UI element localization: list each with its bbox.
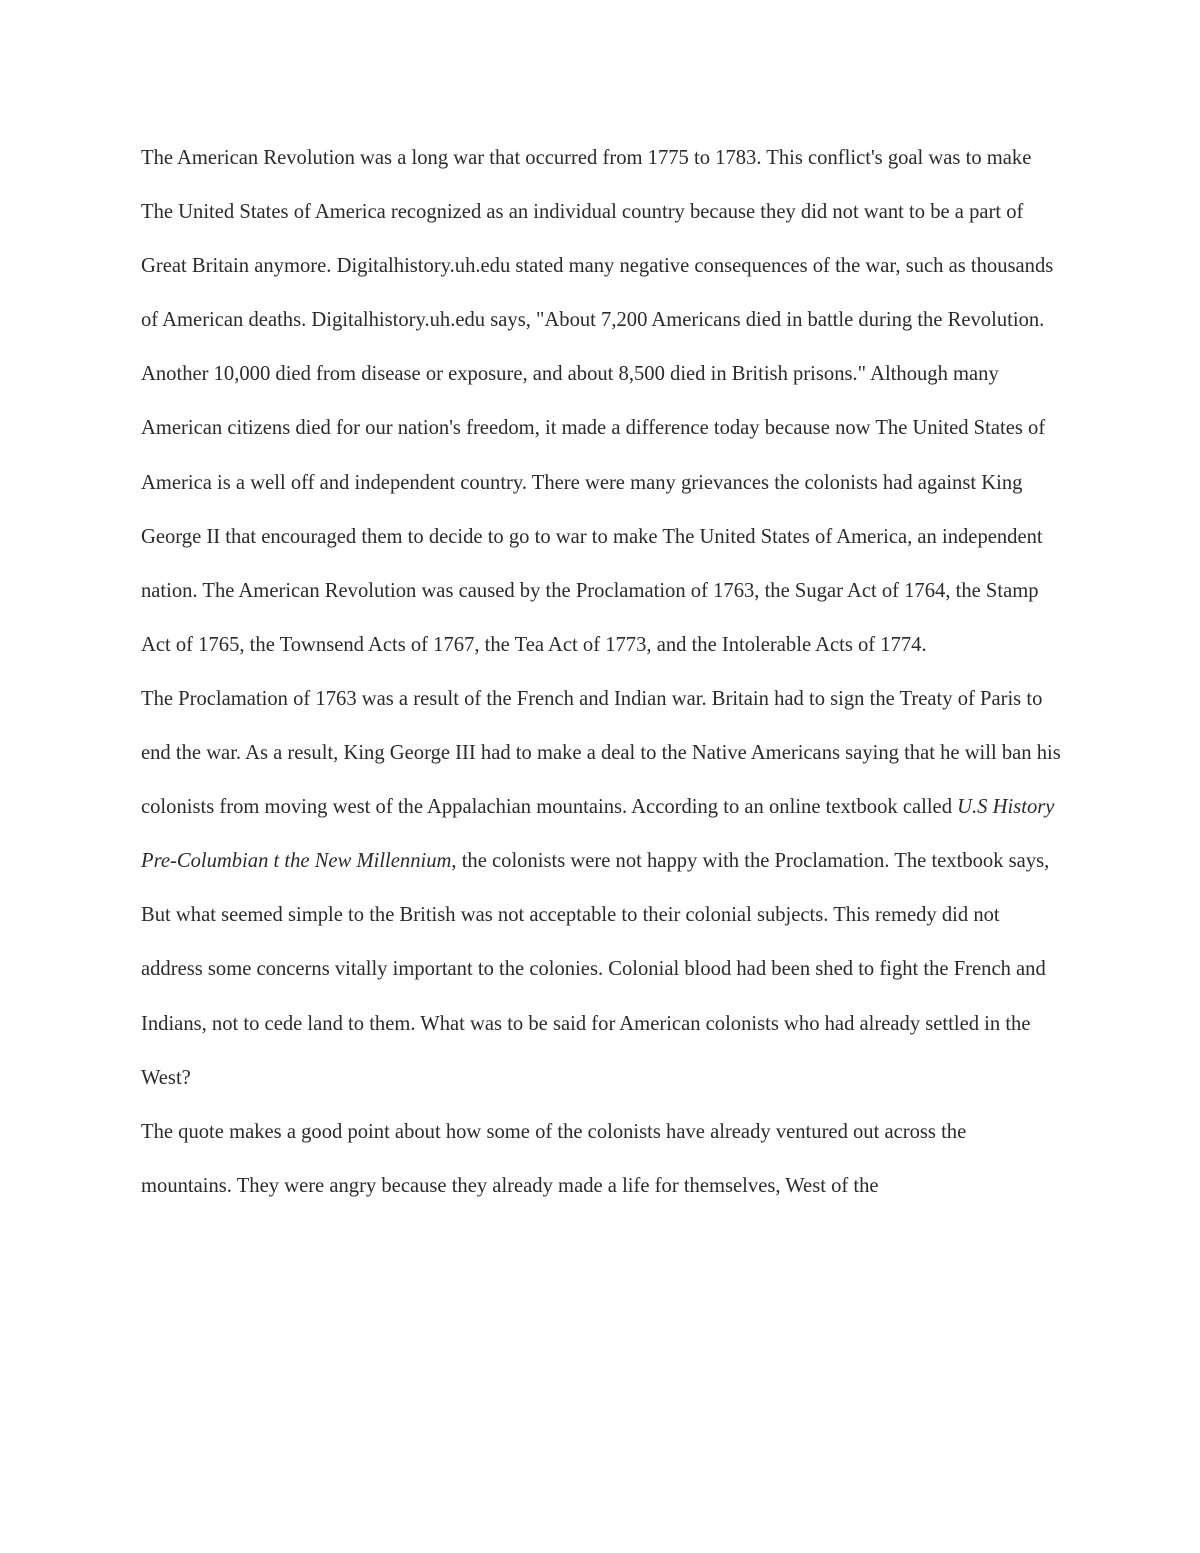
paragraph-proclamation-text: The Proclamation of 1763 was a result of the French and Indian war. Britain had to sign the Treaty of Paris to end the war. As a result, King George III had to make a deal to the Native Americans saying that he will ban his colonists from moving west of the Appalachian mountains. According to an online textbook called (141, 687, 1061, 819)
document-body (141, 131, 1061, 1213)
paragraph-proclamation (141, 672, 1061, 888)
paragraph-analysis: The quote makes a good point about how some of the colonists have already ventured out across the mountains. They were angry because they already made a life for themselves, West of the (141, 1120, 967, 1197)
paragraph-proclamation-text-end: , the colonists were not happy with the Proclamation. The textbook says, (451, 850, 1050, 873)
block-quote: But what seemed simple to the British was not acceptable to their colonial subjects. This remedy did not address some concerns vitally important to the colonies. Colonial blood had been shed to fight the French and Indians, not to cede land to them. What was to be said for American colonists who had already settled in the West? (141, 904, 1046, 1089)
paragraph-intro: The American Revolution was a long war that occurred from 1775 to 1783. This conflict's goal was to make The United States of America recognized as an individual country because they did not want to be a part of Great Britain anymore. Digitalhistory.uh.edu stated many negative consequences of the war, such as thousands of American deaths. Digitalhistory.uh.edu says, "About 7,200 Americans died in battle during the Revolution. Another 10,000 died from disease or exposure, and about 8,500 died in British prisons." Although many American citizens died for our nation's freedom, it made a difference today because now The United States of America is a well off and independent country. There were many grievances the colonists had against King George II that encouraged them to decide to go to war to make The United States of America, an independent nation. The American Revolution was caused by the Proclamation of 1763, the Sugar Act of 1764, the Stamp Act of 1765, the Townsend Acts of 1767, the Tea Act of 1773, and the Intolerable Acts of 1774. (141, 147, 1054, 656)
textbook-title: U.S History Pre-Columbian t the New Millennium (141, 796, 1055, 873)
